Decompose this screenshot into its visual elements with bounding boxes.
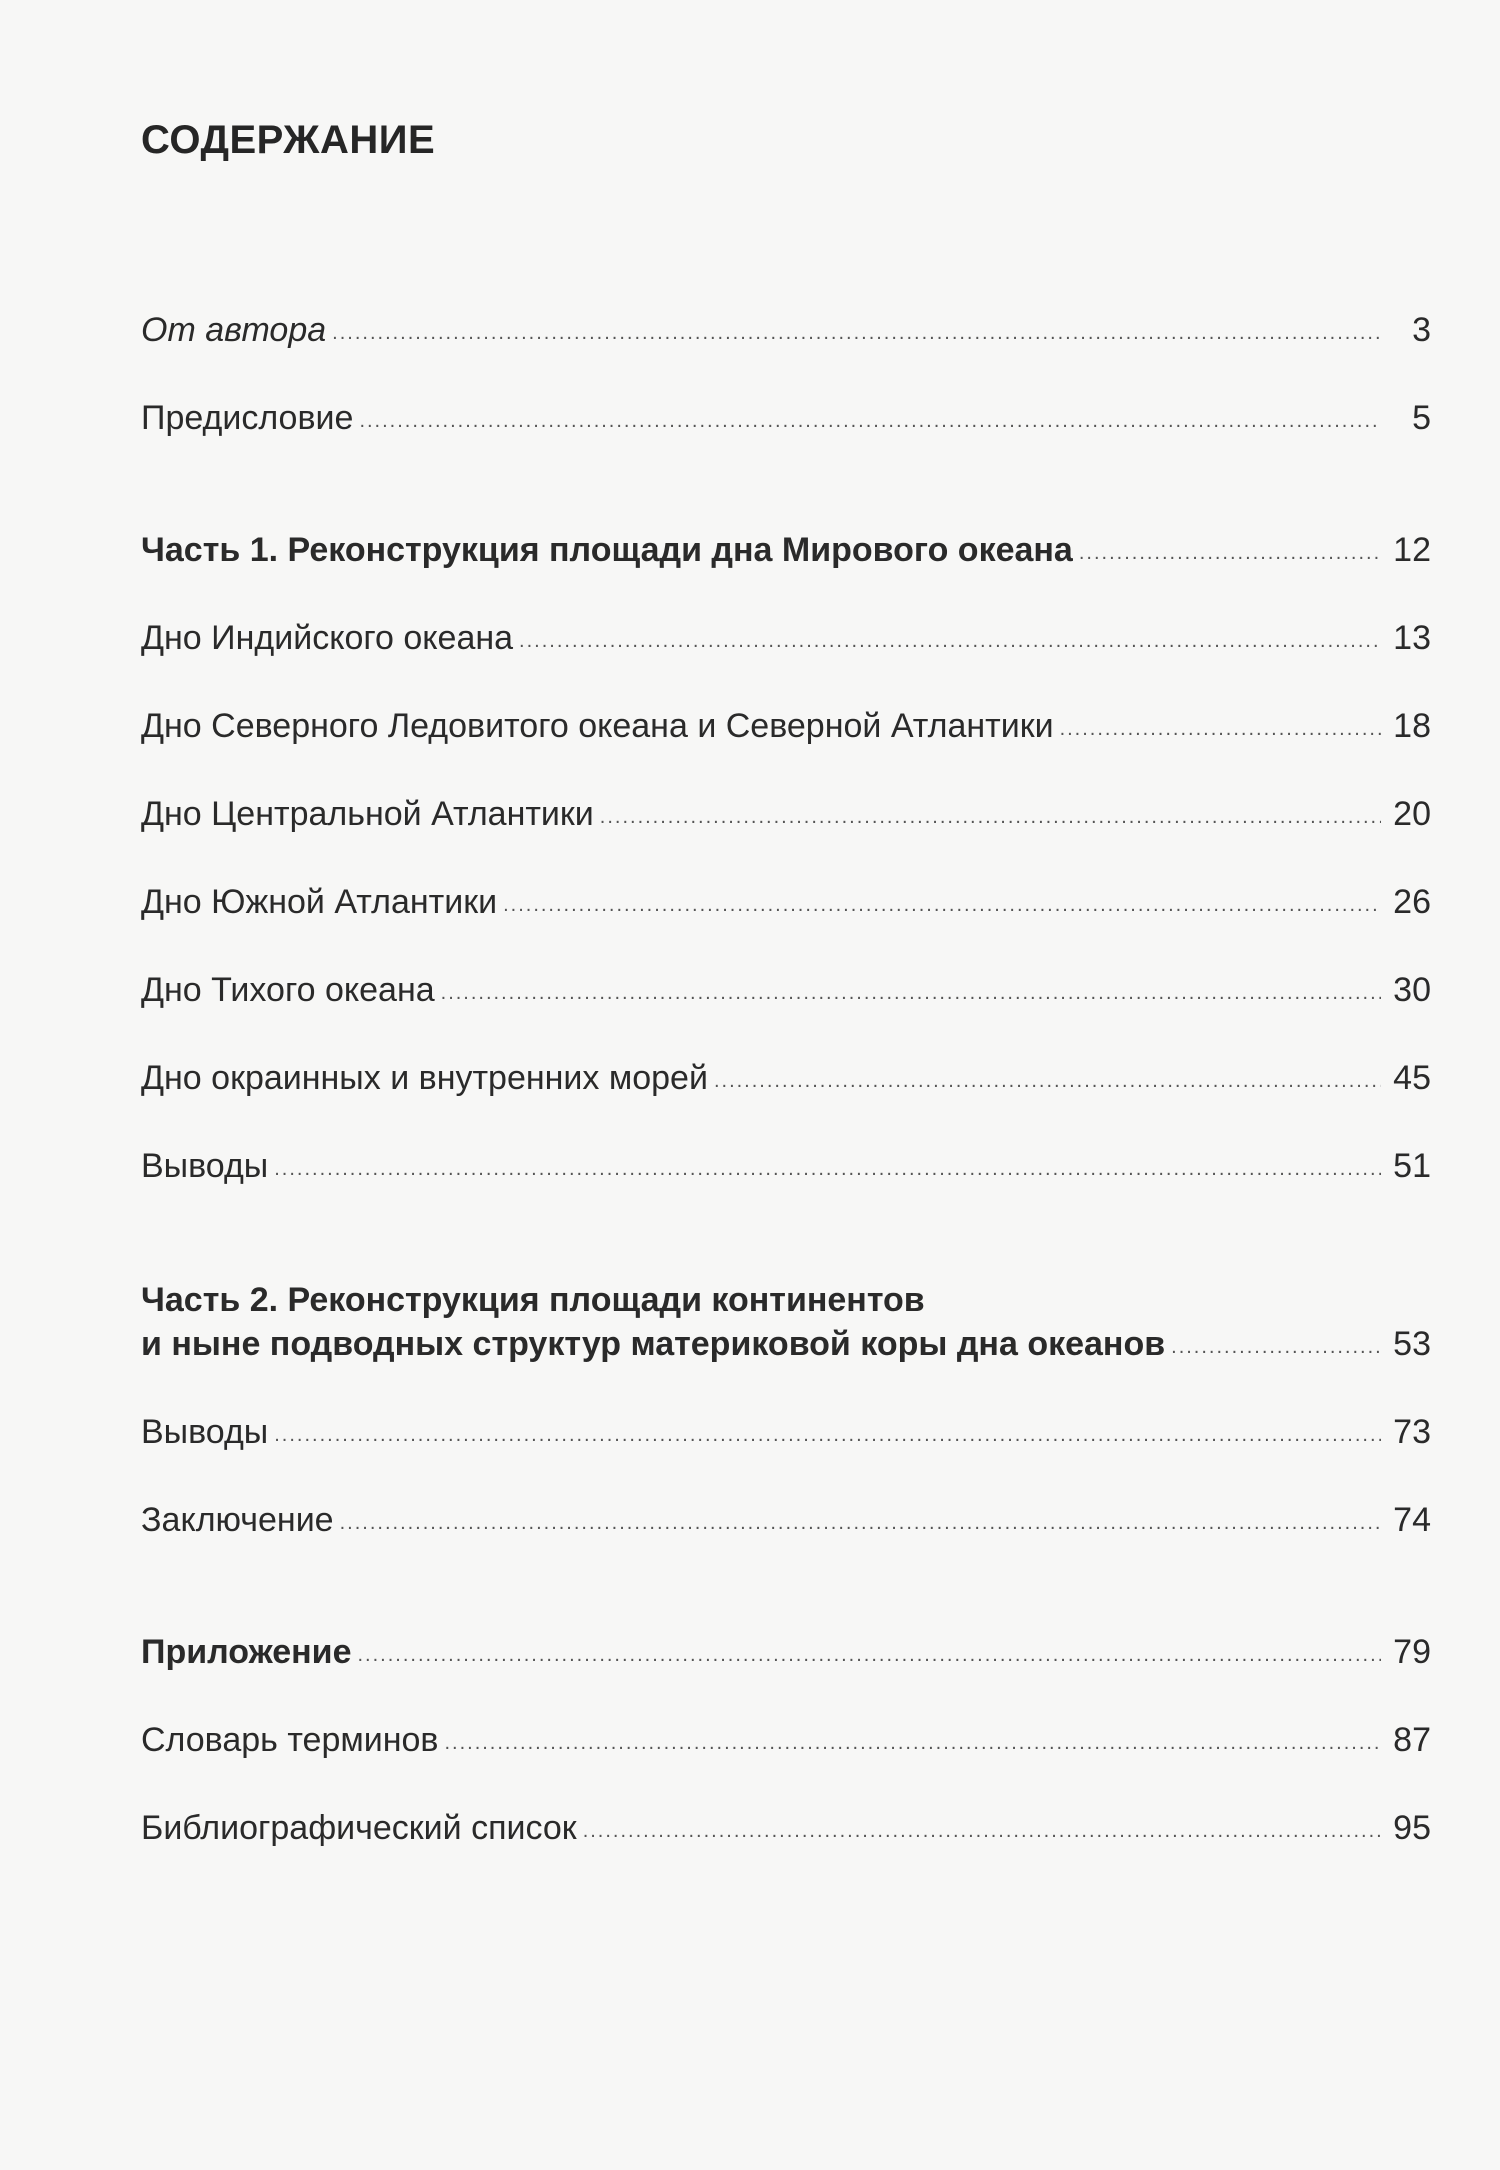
toc-entry-page: 87 [1393,1721,1431,1759]
toc-entry-conclusions-2[interactable] [141,1410,1431,1459]
toc-entry-marginal-seas[interactable] [141,1056,1431,1105]
toc-entry-preface[interactable] [141,396,1431,445]
toc-entry-final-conclusion[interactable] [141,1498,1431,1547]
toc-entry-page: 12 [1393,531,1431,569]
toc-entry-page: 3 [1412,311,1431,349]
toc-entry-pacific-ocean[interactable] [141,968,1431,1017]
toc-entry-arctic-north-atlantic[interactable] [141,704,1431,753]
toc-entry-page: 45 [1393,1059,1431,1097]
toc-entry-page: 5 [1412,399,1431,437]
dot-leader [1060,707,1381,751]
toc-entry-label: Заключение [141,1501,334,1539]
toc-entry-label: Выводы [141,1413,269,1451]
toc-entry-south-atlantic[interactable] [141,880,1431,929]
dot-leader [519,619,1381,663]
toc-entry-page: 73 [1393,1413,1431,1451]
toc-entry-appendix[interactable] [141,1630,1431,1679]
dot-leader [583,1809,1381,1853]
toc-entry-page: 79 [1393,1633,1431,1671]
toc-entry-label: Приложение [141,1633,352,1671]
dot-leader [441,971,1381,1015]
toc-entry-page: 53 [1393,1325,1431,1363]
toc-entry-label: Дно Индийского океана [141,619,514,657]
dot-leader [1079,531,1381,575]
dot-leader [332,311,1381,355]
toc-entry-page: 51 [1393,1147,1431,1185]
toc-entry-label: Дно Южной Атлантики [141,883,498,921]
toc-entry-page: 74 [1393,1501,1431,1539]
dot-leader [359,399,1381,443]
toc-entry-label: Дно Тихого океана [141,971,435,1009]
dot-leader [600,795,1381,839]
dot-leader [274,1147,1381,1191]
toc-entry-indian-ocean[interactable] [141,616,1431,665]
toc-entry-part-1[interactable] [141,528,1431,577]
toc-entry-label: От автора [141,311,327,349]
toc-entry-bibliography[interactable] [141,1806,1431,1855]
toc-entry-label: Библиографический список [141,1809,577,1847]
toc-entry-page: 30 [1393,971,1431,1009]
toc-entry-from-author[interactable] [141,308,1431,357]
page-title: СОДЕРЖАНИЕ [141,118,436,162]
toc-entry-page: 13 [1393,619,1431,657]
dot-leader [358,1633,1382,1677]
toc-entry-label: Дно Центральной Атлантики [141,795,594,833]
dot-leader [503,883,1381,927]
toc-entry-page: 26 [1393,883,1431,921]
dot-leader [714,1059,1381,1103]
toc-entry-label: Предисловие [141,399,354,437]
toc-entry-page: 20 [1393,795,1431,833]
dot-leader [274,1413,1381,1457]
toc-entry-page: 18 [1393,707,1431,745]
toc-entry-part-2[interactable] [141,1322,1431,1371]
toc-entry-part-2-line1[interactable] [141,1278,1431,1322]
toc-entry-glossary[interactable] [141,1718,1431,1767]
toc-entry-label: Словарь терминов [141,1721,439,1759]
toc-entry-label: Часть 2. Реконструкция площади континентов [141,1281,925,1319]
dot-leader [444,1721,1381,1765]
toc-entry-label: Дно Северного Ледовитого океана и Северной Атлантики [141,707,1054,745]
toc-entry-label: Часть 1. Реконструкция площади дна Мирового океана [141,531,1073,569]
dot-leader [340,1501,1381,1545]
dot-leader [1171,1325,1381,1369]
toc-entry-label: и ныне подводных структур материковой коры дна океанов [141,1325,1166,1363]
toc-entry-label: Дно окраинных и внутренних морей [141,1059,708,1097]
toc-entry-page: 95 [1393,1809,1431,1847]
toc-entry-central-atlantic[interactable] [141,792,1431,841]
toc-entry-conclusions-1[interactable] [141,1144,1431,1193]
toc-entry-label: Выводы [141,1147,269,1185]
